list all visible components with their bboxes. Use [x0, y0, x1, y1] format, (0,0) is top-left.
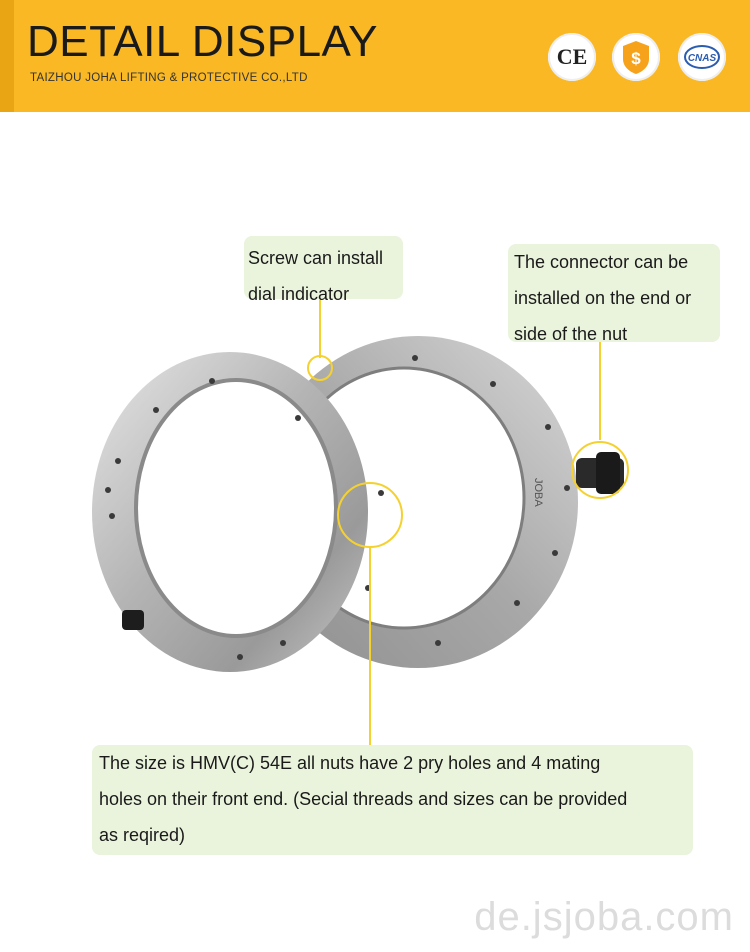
company-name: TAIZHOU JOHA LIFTING & PROTECTIVE CO.,LTD	[30, 72, 308, 84]
svg-text:JOBA: JOBA	[532, 478, 544, 507]
callout-screw	[244, 236, 403, 304]
left-ring-nut	[92, 352, 368, 672]
money-badge-icon	[612, 33, 660, 81]
callout-connector-line: installed on the end or	[514, 288, 692, 308]
callout-size-line: holes on their front end. (Secial threads and sizes can be provided	[99, 789, 628, 809]
callout-connector-line: The connector can be	[514, 252, 689, 272]
page-title: DETAIL DISPLAY	[27, 17, 378, 66]
header-banner	[0, 0, 750, 112]
callout-screw-line: Screw can install	[248, 248, 384, 268]
callout-connector	[508, 244, 720, 342]
callout-size-line: The size is HMV(C) 54E all nuts have 2 pry holes and 4 mating	[99, 753, 601, 773]
callout-screw-line: dial indicator	[248, 284, 350, 304]
cnas-badge-label: CNAS	[687, 53, 717, 64]
money-badge-label: $	[631, 49, 641, 68]
connector-icon	[576, 452, 624, 494]
ce-mark-icon	[548, 33, 596, 81]
callout-connector-line: side of the nut	[514, 324, 628, 344]
ce-mark-label: CE	[556, 44, 588, 69]
watermark: de.jsjoba.com	[474, 895, 734, 939]
callout-size-line: as reqired)	[99, 825, 186, 845]
callout-size	[92, 745, 693, 855]
banner-accent-strip	[0, 0, 14, 112]
cnas-badge-icon	[678, 33, 726, 81]
